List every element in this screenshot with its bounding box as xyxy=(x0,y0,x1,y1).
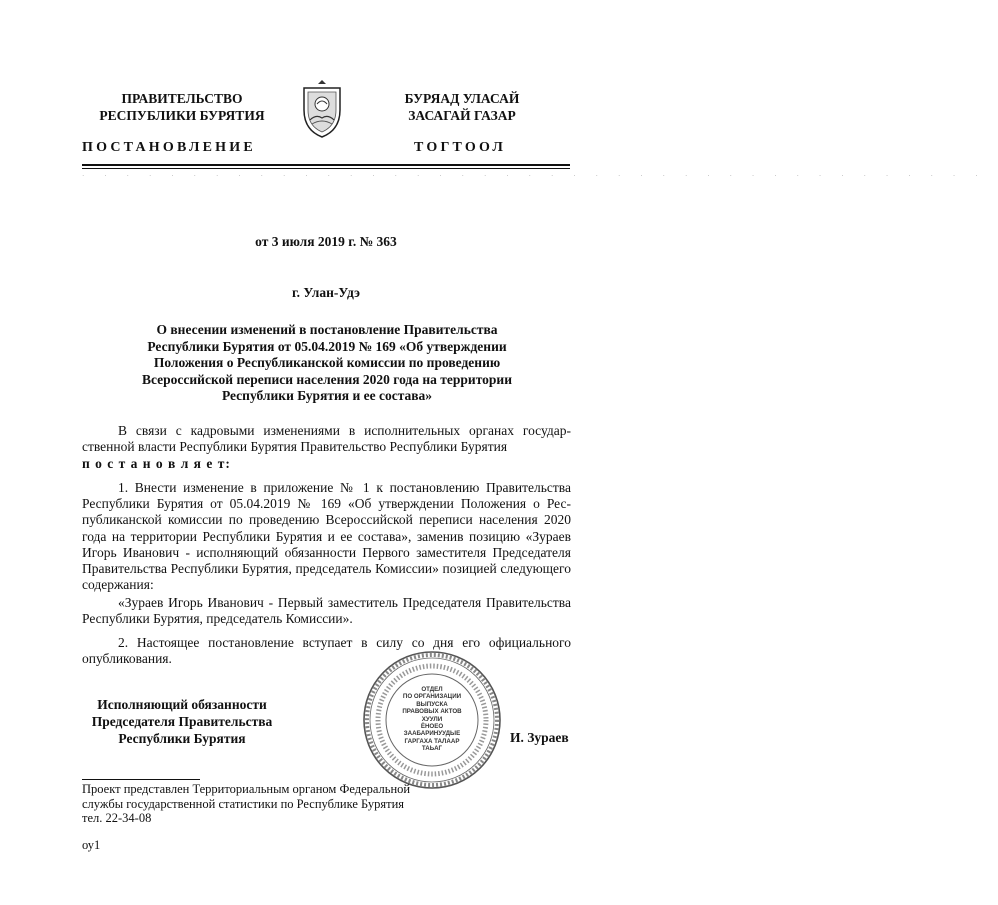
doc-type-ru: ПОСТАНОВЛЕНИЕ xyxy=(82,140,256,155)
item-2-text: 2. Настоящее постановление вступает в силу со дня его официального опубликования. xyxy=(82,635,571,667)
government-name-bua xyxy=(382,90,542,124)
date-number: от 3 июля 2019 г. № 363 xyxy=(255,234,397,249)
title-line: Положения о Республиканской комиссии по проведению xyxy=(153,355,501,370)
title-line: Республики Бурятия и ее состава» xyxy=(221,388,433,403)
title-line: Республики Бурятия от 05.04.2019 № 169 «Об утверждении xyxy=(147,338,507,354)
official-stamp xyxy=(362,650,502,790)
city: г. Улан-Удэ xyxy=(292,285,360,300)
government-name-bua-line1: БУРЯАД УЛАСАЙ xyxy=(404,91,520,106)
item-1 xyxy=(82,480,571,593)
header-dotted-line: ········································· xyxy=(82,172,998,180)
header-rule-thick xyxy=(82,164,570,166)
item-1-quote xyxy=(82,595,571,627)
signatory-position xyxy=(82,696,282,747)
stamp-line: ЁНОЕО ЗААБАРИНУУДЫЕ xyxy=(403,723,461,738)
stamp-line: ГАРГАХА ТАЛААР xyxy=(404,737,460,745)
stamp-line: ПО ОРГАНИЗАЦИИ xyxy=(402,693,462,701)
preamble xyxy=(82,423,571,455)
government-name-bua-line2: ЗАСАГАЙ ГАЗАР xyxy=(408,108,516,123)
decree-word: п о с т а н о в л я е т: xyxy=(82,456,231,471)
item-1-text: 1. Внести изменение в приложение № 1 к постановлению Правительства Республики Бурятия от 05.04.2019 № 169 «Об утверждении Положения о Республиканской комиссии по проведению Всероссийской переписи населения 2020 года на территории Республики Бурятия и ее состава», заменив позицию «Зураев Игорь Иванович - исполняющий обязанности Первого заместителя Председателя Правительства Республики Бурятия, председатель Комиссии» позицией следующего содержания: xyxy=(82,480,571,593)
position-line3: Республики Бурятия xyxy=(118,731,246,746)
footer-code: оу1 xyxy=(82,838,101,852)
doc-type-bua: ТОГТООЛ xyxy=(414,140,507,155)
signatory-name: И. Зураев xyxy=(510,730,569,745)
footer-note xyxy=(82,782,482,826)
government-name-line2: РЕСПУБЛИКИ БУРЯТИЯ xyxy=(99,108,265,123)
government-name-line1: ПРАВИТЕЛЬСТВО xyxy=(121,91,243,106)
stamp-inner-text xyxy=(392,686,472,753)
footer-line2: службы государственной статистики по Республике Бурятия xyxy=(82,796,405,811)
stamp-line: ХУУЛИ xyxy=(421,715,443,723)
title-line: О внесении изменений в постановление Правительства xyxy=(156,322,498,337)
position-line1: Исполняющий обязанности xyxy=(97,697,267,712)
coat-of-arms-icon xyxy=(298,80,346,140)
government-name-ru xyxy=(82,90,282,124)
header-rule-thin xyxy=(82,168,570,169)
preamble-text: В связи с кадровыми изменениями в исполнительных органах государственной власти Республики Бурятия Правительство Республики Бурятия xyxy=(82,423,571,455)
stamp-line: ВЫПУСКА xyxy=(416,700,448,708)
stamp-line: ПРАВОВЫХ АКТОВ xyxy=(402,708,462,716)
footer-line3: тел. 22-34-08 xyxy=(82,811,152,825)
footer-line1: Проект представлен Территориальным органом Федеральной xyxy=(82,782,411,796)
footer-rule xyxy=(82,779,200,780)
document-title xyxy=(82,322,572,405)
position-line2: Председателя Правительства xyxy=(91,714,273,729)
stamp-line: ОТДЕЛ xyxy=(421,686,443,693)
stamp-line: ТАЬАГ xyxy=(421,745,443,753)
title-line: Всероссийской переписи населения 2020 года на территории xyxy=(142,371,512,387)
item-1-quote-text: «Зураев Игорь Иванович - Первый заместитель Председателя Правительства Республики Бурятия, председатель Комиссии». xyxy=(82,595,571,627)
